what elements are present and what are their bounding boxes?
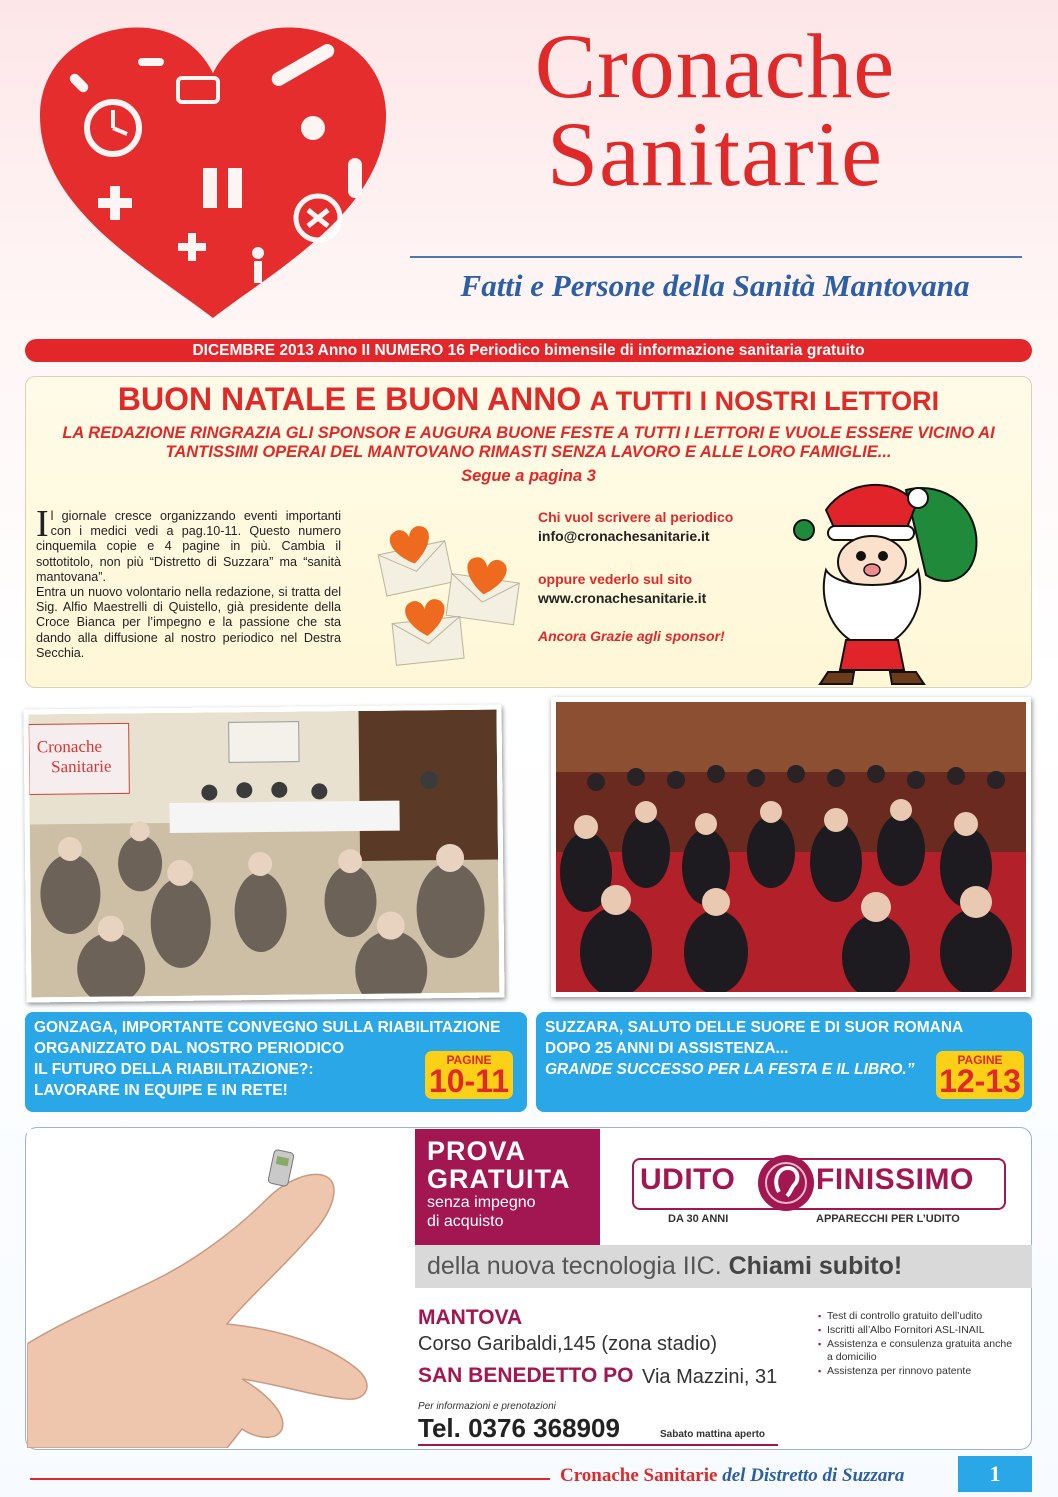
story-line: DOPO 25 ANNI DI ASSISTENZA...: [545, 1040, 789, 1057]
technology-banner: [415, 1245, 1032, 1288]
feature-item: ▪ Assistenza per rinnovo patente: [818, 1365, 1018, 1378]
pages-badge-12-13[interactable]: [936, 1051, 1024, 1099]
site-url-link[interactable]: www.cronachesanitarie.it: [538, 590, 707, 606]
issue-info-bar: DICEMBRE 2013 Anno II NUMERO 16 Periodico bimensile di informazione sanitaria gratuito: [25, 339, 1032, 362]
footer-district: del Distretto di Suzzara: [722, 1465, 905, 1486]
editorial-text: [36, 503, 341, 661]
audience-photo-image: [556, 702, 1026, 992]
store-address-san-benedetto: Via Mazzini, 31: [642, 1366, 778, 1388]
brand-since: DA 30 ANNI: [668, 1213, 729, 1225]
story-line: ORGANIZZATO DAL NOSTRO PERIODICO: [34, 1040, 345, 1057]
masthead-title: [410, 15, 1020, 205]
photo-banner-line2: Sanitarie: [50, 756, 112, 777]
phone-number[interactable]: Tel. 0376 368909: [418, 1413, 620, 1443]
sponsor-thanks: Ancora Grazie agli sponsor!: [538, 628, 725, 644]
story-line: IL FUTURO DELLA RIABILITAZIONE?:: [34, 1061, 314, 1078]
store-address-mantova: Corso Garibaldi,145 (zona stadio): [418, 1333, 718, 1355]
editorial-dropcap: I: [36, 503, 49, 545]
continues-link[interactable]: Segue a pagina 3: [461, 467, 596, 485]
store-city-san-benedetto: SAN BENEDETTO PO: [418, 1364, 634, 1387]
tech-text: della nuova tecnologia IIC.: [427, 1252, 722, 1280]
photo-audience: [551, 697, 1031, 997]
pages-badge-10-11[interactable]: [425, 1051, 513, 1099]
ad-prova: PROVA: [427, 1136, 527, 1166]
conference-photo-image: [29, 710, 500, 998]
photo-banner-line1: Cronache: [36, 736, 103, 757]
feature-item: ▪ Iscritti all’Albo Fornitori ASL-INAIL: [818, 1324, 1018, 1337]
pages-badge-label: PAGINE: [446, 1053, 492, 1067]
contact-label: Chi vuol scrivere al periodico: [538, 509, 734, 525]
feature-item: ▪ Test di controllo gratuito dell’udito: [818, 1310, 1018, 1323]
saturday-hours: Sabato mattina aperto: [660, 1429, 766, 1440]
photo-conference: [23, 705, 504, 1003]
greeting-headline: [25, 381, 1032, 418]
brand-tagline: APPARECCHI PER L’UDITO: [816, 1213, 960, 1225]
greeting-subheadline: LA REDAZIONE RINGRAZIA GLI SPONSOR E AUGURA BUONE FESTE A TUTTI I LETTORI E VUOLE ESSERE VICINO AI TANTISSIMI OPERAI DEL MANTOVANO RIMASTI SENZA LAVORO E ALLE LORO FAMIGLIE...: [62, 424, 995, 461]
heart-envelopes-icon: [372, 520, 532, 670]
info-label: Per informazioni e prenotazioni: [418, 1401, 556, 1412]
greeting-headline-big: BUON NATALE E BUON ANNO: [117, 381, 582, 417]
story-line: LAVORARE IN EQUIPE E IN RETE!: [34, 1082, 288, 1099]
editorial-paragraph-2: Entra un nuovo volontario nella redazione, si tratta del Sig. Alfio Maestrelli di Quistello, già presidente della Croce Bianca per l’impegno e la passione che sta dando alla diffusione al nostro periodico nel Destra Secchia.: [36, 585, 341, 660]
santa-claus-icon: [786, 470, 986, 685]
pages-badge-number: 10-11: [428, 1063, 510, 1099]
story-line: SUZZARA, SALUTO DELLE SUORE E DI SUOR ROMANA: [545, 1019, 964, 1036]
phone-underline: [418, 1444, 778, 1446]
brand-name-right: FINISSIMO: [816, 1163, 974, 1196]
site-label: oppure vederlo sul sito: [538, 571, 693, 587]
ad-senza-1: senza impegno: [427, 1194, 536, 1211]
masthead-subtitle: Fatti e Persone della Sanità Mantovana: [460, 268, 970, 303]
heart-logo-icon: [28, 18, 398, 330]
ear-icon: [755, 1152, 817, 1214]
contact-email-link[interactable]: info@cronachesanitarie.it: [538, 528, 710, 544]
pages-badge-number: 12-13: [939, 1063, 1021, 1099]
store-city-mantova: MANTOVA: [418, 1306, 523, 1329]
masthead-title-line1: Cronache: [534, 15, 896, 117]
masthead-title-line2: Sanitarie: [547, 103, 883, 205]
footer-title: [560, 1465, 904, 1487]
ad-senza-2: di acquisto: [427, 1213, 504, 1230]
ad-gratuita: GRATUITA: [427, 1164, 571, 1194]
story-line: GONZAGA, IMPORTANTE CONVEGNO SULLA RIABILITAZIONE: [34, 1019, 501, 1036]
story-line: GRANDE SUCCESSO PER LA FESTA E IL LIBRO.”: [545, 1061, 915, 1078]
masthead-divider: [410, 256, 1022, 258]
greeting-headline-small: A TUTTI I NOSTRI LETTORI: [589, 386, 940, 416]
finger-hearing-aid-icon: [27, 1129, 417, 1448]
brand-name-left: UDITO: [640, 1163, 736, 1196]
tech-call: Chiami subito!: [728, 1252, 903, 1280]
service-features-list: [818, 1310, 1018, 1379]
footer-divider: [30, 1478, 550, 1480]
feature-item: ▪ Assistenza e consulenza gratuita anche a domicilio: [818, 1338, 1018, 1364]
free-trial-panel: [415, 1129, 600, 1245]
contact-block: [538, 508, 778, 646]
editorial-paragraph-1: l giornale cresce organizzando eventi importanti con i medici vedi a pag.10-11. Questo numero cinquemila copie e 4 pagine in più. Cambia il sottotitolo, non più “Distretto di Suzzara” ma “sanità mantovana”.: [36, 509, 341, 584]
page-number: 1: [958, 1456, 1032, 1492]
footer-brand: Cronache Sanitarie: [560, 1465, 718, 1486]
pages-badge-label: PAGINE: [957, 1053, 1003, 1067]
